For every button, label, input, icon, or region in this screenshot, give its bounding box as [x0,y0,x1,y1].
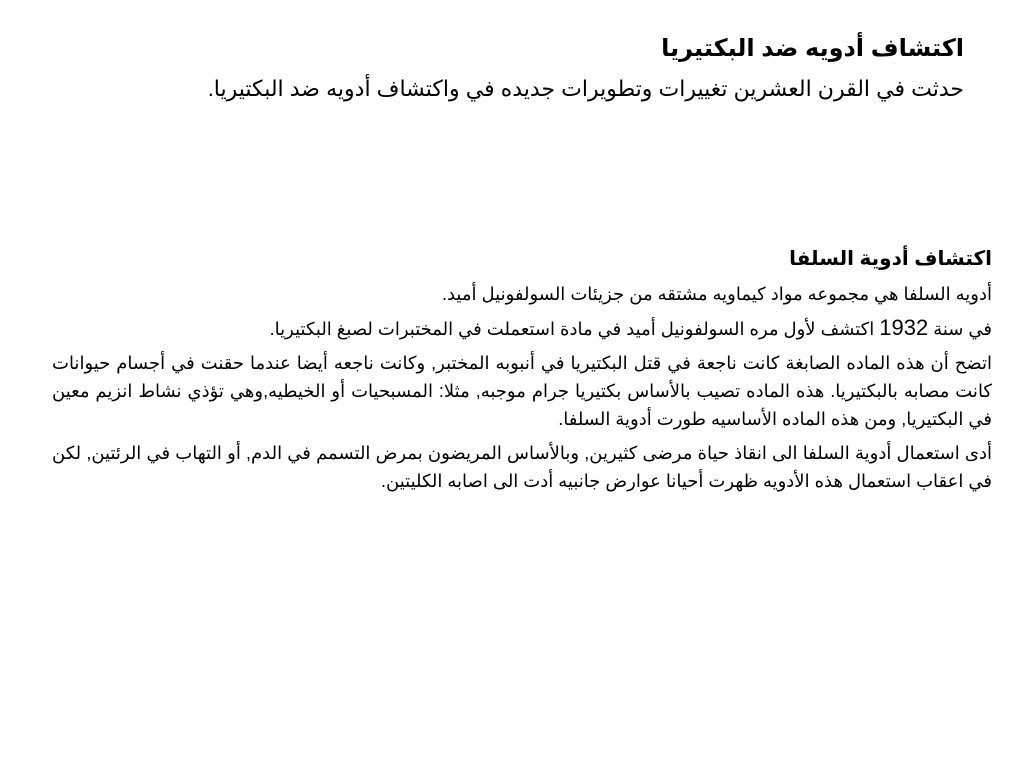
intro-paragraph: حدثت في القرن العشرين تغييرات وتطويرات جديده في واكتشاف أدويه ضد البكتيريا. [207,76,964,101]
paragraph-discovery [52,314,992,343]
paragraph-definition: أدويه السلفا هي مجموعه مواد كيماويه مشتقه من جزيئات السولفونيل أميد. [441,284,992,304]
page-title: اكتشاف أدويه ضد البكتيريا [661,35,964,62]
paragraph-usage: أدى استعمال أدوية السلفا الى انقاذ حياة مرضى كثيرين, وبالأساس المريضون بمرض التسمم في الدم, أو التهاب في الرئتين, لكن في اعقاب استعمال هذه الأدويه ظهرت أحيانا عوارض جانبيه أدت الى اصابه الكليتين. [52,443,992,491]
paragraph-effect: اتضح أن هذه الماده الصابغة كانت ناجعة في قتل البكتيريا في أنبوبه المختبر, وكانت ناجعه أيضا عندما حقنت في أجسام حيوانات كانت مصابه بالبكتيريا. هذه الماده تصيب بالأساس بكتيريا جرام موجبه, مثلا: المسبحيات أو الخيطيه,وهي تؤذي نشاط انزيم معين في البكتيريا, ومن هذه الماده الأساسيه طورت أدوية السلفا. [52,353,992,429]
discovery-text: اكتشف لأول مره السولفونيل أميد في مادة استعملت في المختبرات لصبغ البكتيريا. [269,319,880,339]
discovery-prefix: في سنة [928,319,992,339]
header-block [154,30,964,108]
sulfa-section [52,244,992,501]
discovery-year: 1932 [879,315,929,340]
section-heading: اكتشاف أدوية السلفا [789,248,992,270]
